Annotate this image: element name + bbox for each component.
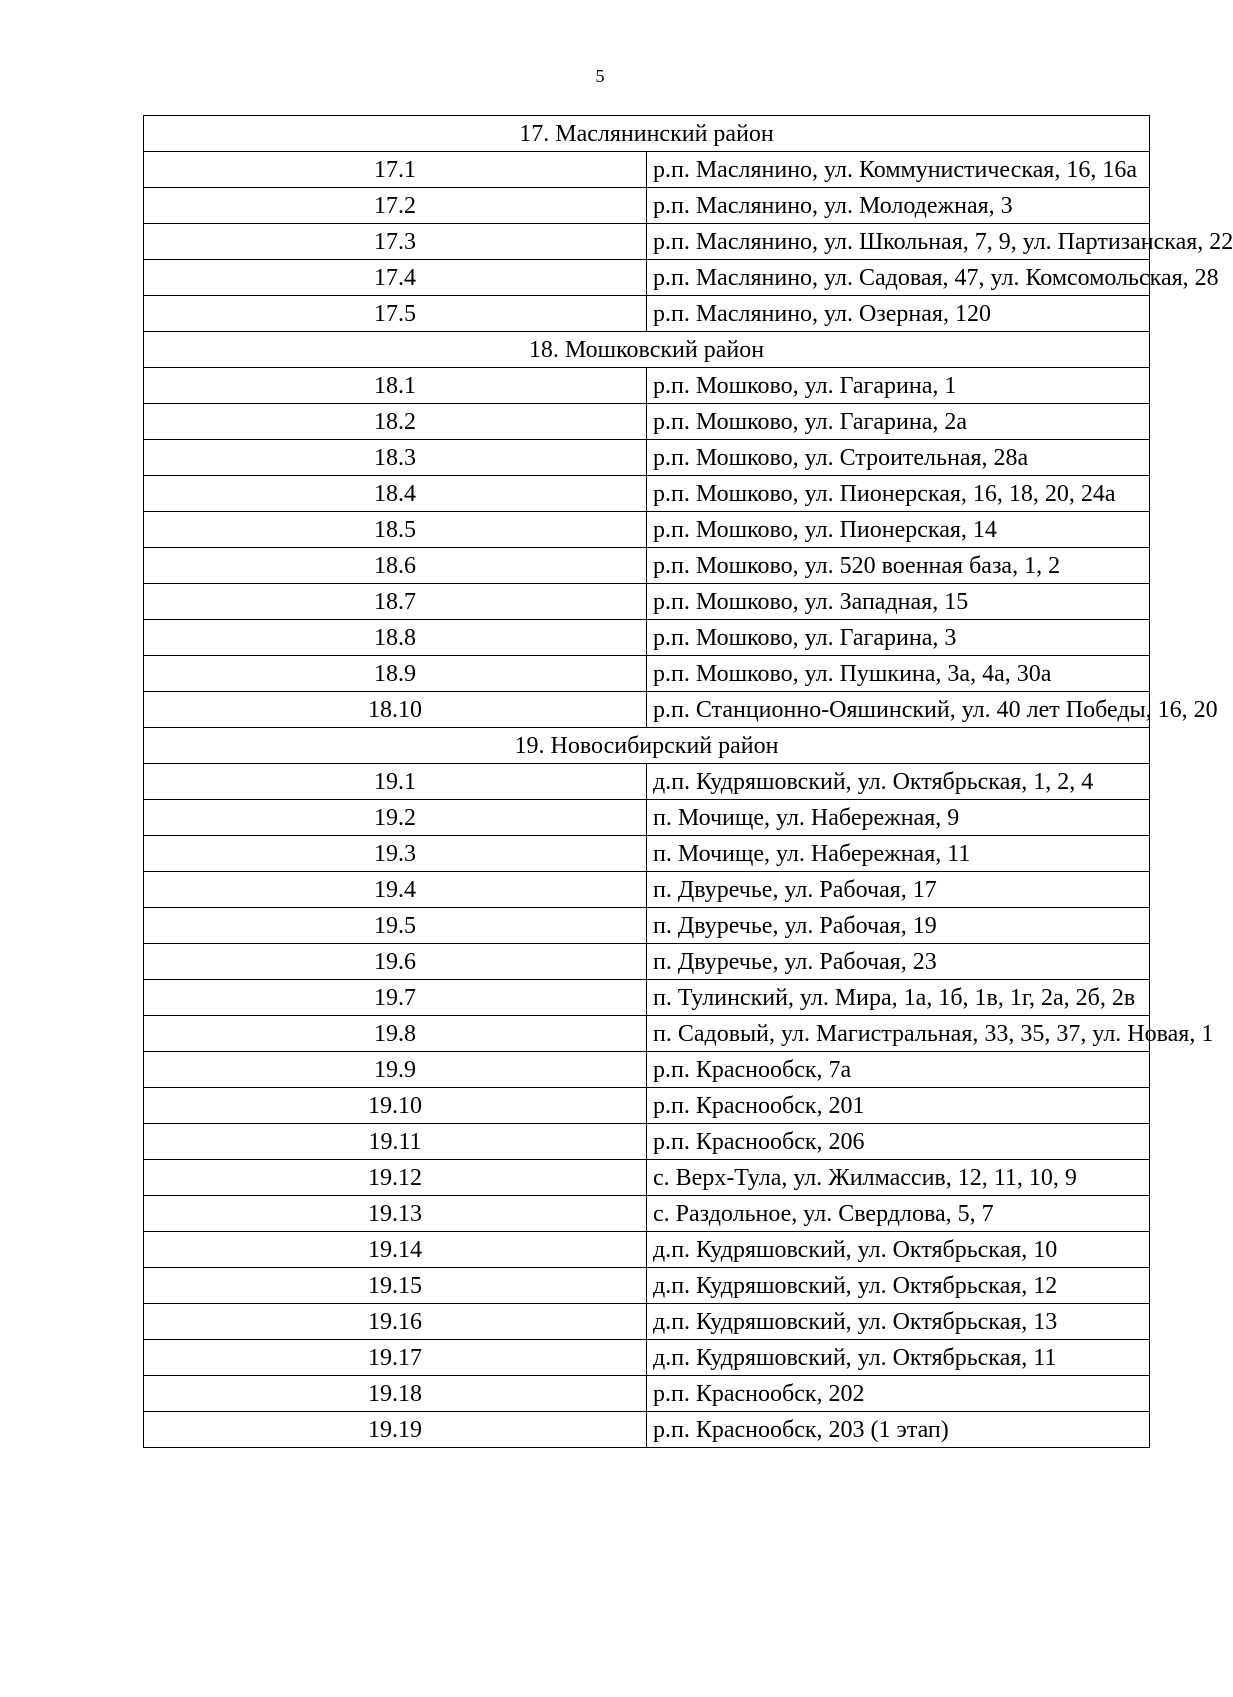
section-header-row xyxy=(144,728,1150,764)
table-row xyxy=(144,260,1150,296)
page-number: 5 xyxy=(595,66,605,86)
row-number: 19.17 xyxy=(144,1340,647,1376)
row-address: р.п. Маслянино, ул. Садовая, 47, ул. Комсомольская, 28 xyxy=(647,260,1150,296)
row-number: 19.4 xyxy=(144,872,647,908)
row-number: 18.4 xyxy=(144,476,647,512)
row-address: д.п. Кудряшовский, ул. Октябрьская, 1, 2, 4 xyxy=(647,764,1150,800)
section-header-row xyxy=(144,332,1150,368)
row-number: 19.12 xyxy=(144,1160,647,1196)
row-address: р.п. Краснообск, 206 xyxy=(647,1124,1150,1160)
row-number: 18.10 xyxy=(144,692,647,728)
section-title: 17. Маслянинский район xyxy=(144,116,1150,152)
table-row xyxy=(144,1412,1150,1448)
row-address: р.п. Краснообск, 203 (1 этап) xyxy=(647,1412,1150,1448)
table-row xyxy=(144,440,1150,476)
row-number: 19.10 xyxy=(144,1088,647,1124)
addresses-table xyxy=(143,115,1233,1448)
row-number: 19.11 xyxy=(144,1124,647,1160)
row-number: 19.3 xyxy=(144,836,647,872)
table-row xyxy=(144,1052,1150,1088)
table-row xyxy=(144,1124,1150,1160)
row-address: р.п. Мошково, ул. Пушкина, 3а, 4а, 30а xyxy=(647,656,1150,692)
row-address: п. Мочище, ул. Набережная, 11 xyxy=(647,836,1150,872)
row-number: 18.2 xyxy=(144,404,647,440)
table-row xyxy=(144,404,1150,440)
row-address: р.п. Станционно-Ояшинский, ул. 40 лет Победы, 16, 20 xyxy=(647,692,1150,728)
row-number: 17.5 xyxy=(144,296,647,332)
row-address: р.п. Мошково, ул. Строительная, 28а xyxy=(647,440,1150,476)
section-header-row xyxy=(144,116,1150,152)
table-row xyxy=(144,476,1150,512)
row-address: р.п. Мошково, ул. Пионерская, 16, 18, 20, 24а xyxy=(647,476,1150,512)
table-row xyxy=(144,836,1150,872)
table-row xyxy=(144,620,1150,656)
row-address: р.п. Краснообск, 202 xyxy=(647,1376,1150,1412)
row-address: п. Тулинский, ул. Мира, 1а, 1б, 1в, 1г, 2а, 2б, 2в xyxy=(647,980,1150,1016)
table-row xyxy=(144,224,1150,260)
row-address: д.п. Кудряшовский, ул. Октябрьская, 12 xyxy=(647,1268,1150,1304)
row-address: р.п. Мошково, ул. Гагарина, 2а xyxy=(647,404,1150,440)
row-number: 18.5 xyxy=(144,512,647,548)
section-title: 19. Новосибирский район xyxy=(144,728,1150,764)
table-row xyxy=(144,908,1150,944)
table-row xyxy=(144,1304,1150,1340)
row-number: 18.7 xyxy=(144,584,647,620)
row-address: п. Мочище, ул. Набережная, 9 xyxy=(647,800,1150,836)
row-number: 19.19 xyxy=(144,1412,647,1448)
table-row xyxy=(144,1340,1150,1376)
row-number: 19.13 xyxy=(144,1196,647,1232)
row-address: р.п. Мошково, ул. Пионерская, 14 xyxy=(647,512,1150,548)
row-address: д.п. Кудряшовский, ул. Октябрьская, 10 xyxy=(647,1232,1150,1268)
row-address: р.п. Маслянино, ул. Молодежная, 3 xyxy=(647,188,1150,224)
row-address: п. Двуречье, ул. Рабочая, 17 xyxy=(647,872,1150,908)
row-address: р.п. Мошково, ул. Западная, 15 xyxy=(647,584,1150,620)
table-row xyxy=(144,512,1150,548)
row-address: с. Верх-Тула, ул. Жилмассив, 12, 11, 10, 9 xyxy=(647,1160,1150,1196)
table-row xyxy=(144,1016,1150,1052)
table-row xyxy=(144,1232,1150,1268)
table-row xyxy=(144,944,1150,980)
row-address: р.п. Маслянино, ул. Школьная, 7, 9, ул. Партизанская, 22 xyxy=(647,224,1150,260)
table-row xyxy=(144,1196,1150,1232)
row-number: 19.9 xyxy=(144,1052,647,1088)
row-number: 17.2 xyxy=(144,188,647,224)
table-row xyxy=(144,692,1150,728)
row-address: р.п. Мошково, ул. Гагарина, 3 xyxy=(647,620,1150,656)
row-address: р.п. Мошково, ул. Гагарина, 1 xyxy=(647,368,1150,404)
row-address: р.п. Краснообск, 201 xyxy=(647,1088,1150,1124)
row-number: 18.3 xyxy=(144,440,647,476)
row-number: 19.16 xyxy=(144,1304,647,1340)
row-number: 19.2 xyxy=(144,800,647,836)
row-number: 17.4 xyxy=(144,260,647,296)
table-row xyxy=(144,1160,1150,1196)
table-row xyxy=(144,1376,1150,1412)
table-row xyxy=(144,1268,1150,1304)
row-address: р.п. Маслянино, ул. Озерная, 120 xyxy=(647,296,1150,332)
row-address: р.п. Краснообск, 7а xyxy=(647,1052,1150,1088)
table-row xyxy=(144,872,1150,908)
row-number: 18.8 xyxy=(144,620,647,656)
row-address: п. Двуречье, ул. Рабочая, 19 xyxy=(647,908,1150,944)
row-address: р.п. Маслянино, ул. Коммунистическая, 16, 16а xyxy=(647,152,1150,188)
row-number: 19.7 xyxy=(144,980,647,1016)
row-number: 19.15 xyxy=(144,1268,647,1304)
row-number: 19.6 xyxy=(144,944,647,980)
table-row xyxy=(144,368,1150,404)
table-row xyxy=(144,800,1150,836)
addresses-table-body xyxy=(144,116,1233,1448)
row-address: д.п. Кудряшовский, ул. Октябрьская, 11 xyxy=(647,1340,1150,1376)
row-number: 19.5 xyxy=(144,908,647,944)
row-number: 18.1 xyxy=(144,368,647,404)
row-number: 19.1 xyxy=(144,764,647,800)
table-row xyxy=(144,188,1150,224)
row-number: 18.6 xyxy=(144,548,647,584)
table-row xyxy=(144,980,1150,1016)
row-number: 17.1 xyxy=(144,152,647,188)
table-row xyxy=(144,584,1150,620)
table-row xyxy=(144,656,1150,692)
table-row xyxy=(144,296,1150,332)
row-address: р.п. Мошково, ул. 520 военная база, 1, 2 xyxy=(647,548,1150,584)
section-title: 18. Мошковский район xyxy=(144,332,1150,368)
table-row xyxy=(144,764,1150,800)
row-address: п. Садовый, ул. Магистральная, 33, 35, 37, ул. Новая, 1 xyxy=(647,1016,1150,1052)
table-row xyxy=(144,548,1150,584)
table-row xyxy=(144,152,1150,188)
row-number: 18.9 xyxy=(144,656,647,692)
table-row xyxy=(144,1088,1150,1124)
row-address: д.п. Кудряшовский, ул. Октябрьская, 13 xyxy=(647,1304,1150,1340)
row-number: 19.18 xyxy=(144,1376,647,1412)
row-number: 19.14 xyxy=(144,1232,647,1268)
row-number: 17.3 xyxy=(144,224,647,260)
row-address: с. Раздольное, ул. Свердлова, 5, 7 xyxy=(647,1196,1150,1232)
row-number: 19.8 xyxy=(144,1016,647,1052)
row-address: п. Двуречье, ул. Рабочая, 23 xyxy=(647,944,1150,980)
